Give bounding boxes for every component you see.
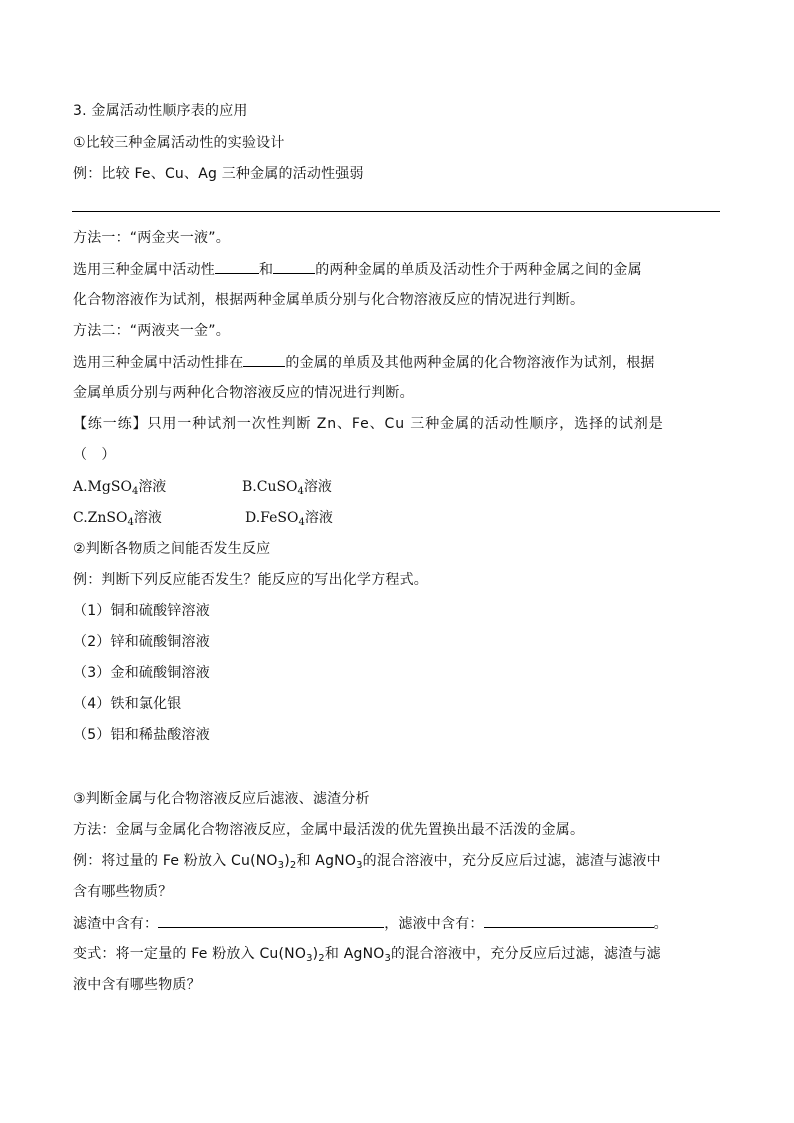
list-item: （4）铁和氯化银	[73, 696, 182, 712]
part1-heading: ①比较三种金属活动性的实验设计	[73, 135, 285, 151]
list-item: （2）锌和硫酸铜溶液	[73, 634, 210, 650]
filtrate-blank[interactable]	[484, 913, 654, 928]
variant-line1	[73, 944, 661, 964]
part2-example: 例：判断下列反应能否发生？能反应的写出化学方程式。	[73, 572, 428, 588]
method1-text-a: 选用三种金属中活动性	[73, 262, 215, 278]
option-b-suffix: 溶液	[303, 479, 332, 495]
method1-text-c: 的两种金属的单质及活动性介于两种金属之间的金属	[315, 262, 642, 278]
variant-line2: 液中含有哪些物质？	[73, 977, 201, 993]
option-a-prefix: A.MgSO	[73, 479, 132, 495]
fill-blank-3[interactable]	[243, 352, 285, 367]
section-title: 3. 金属活动性顺序表的应用	[73, 103, 248, 119]
method2-title: 方法二：“两液夹一金”。	[73, 323, 230, 339]
example-paren: )	[284, 853, 290, 869]
variant-text-c: 的混合溶液中，充分反应后过滤，滤渣与滤	[391, 946, 661, 962]
part3-heading: ③判断金属与化合物溶液反应后滤液、滤渣分析	[73, 791, 370, 807]
example-text-a: 例：将过量的 Fe 粉放入 Cu(NO	[73, 853, 278, 869]
option-a[interactable]	[73, 477, 166, 497]
variant-text-a: 变式：将一定量的 Fe 粉放入 Cu(NO	[73, 946, 307, 962]
method2-line1	[73, 352, 655, 373]
option-a-sub: 4	[131, 486, 139, 497]
option-a-suffix: 溶液	[138, 479, 167, 495]
option-c-sub: 4	[127, 517, 134, 528]
variant-sub-3: 3	[384, 953, 392, 964]
variant-sub-1: 3	[306, 953, 313, 964]
method1-text-b: 和	[259, 262, 274, 278]
example-text-b: 和 AgNO	[296, 853, 357, 869]
method2-text-b: 的金属的单质及其他两种金属的化合物溶液作为试剂，根据	[285, 355, 655, 371]
option-d-sub: 4	[298, 517, 305, 528]
fill-blank-1[interactable]	[215, 259, 259, 274]
part3-example-line2: 含有哪些物质？	[73, 884, 173, 900]
practice-question: 【练一练】只用一种试剂一次性判断 Zn、Fe、Cu 三种金属的活动性顺序，选择的试剂是	[73, 416, 664, 432]
part3-example-line1	[73, 851, 661, 871]
option-d-suffix: 溶液	[304, 510, 333, 526]
answer-line	[73, 913, 668, 934]
variant-paren: )	[312, 946, 319, 962]
option-d[interactable]	[245, 508, 333, 528]
practice-bracket: （ ）	[73, 447, 116, 463]
option-c-suffix: 溶液	[133, 510, 162, 526]
list-item: （3）金和硫酸铜溶液	[73, 665, 210, 681]
part2-heading: ②判断各物质之间能否发生反应	[73, 541, 271, 557]
answer-residue-label: 滤渣中含有：	[73, 916, 159, 932]
variant-text-b: 和 AgNO	[324, 946, 385, 962]
residue-blank[interactable]	[158, 913, 384, 928]
method1-line1	[73, 259, 642, 280]
example-sub-1: 3	[277, 860, 285, 871]
option-c[interactable]	[73, 508, 162, 528]
option-b-sub: 4	[297, 486, 304, 497]
method2-line2: 金属单质分别与两种化合物溶液反应的情况进行判断。	[73, 385, 414, 401]
method1-line2: 化合物溶液作为试剂，根据两种金属单质分别与化合物溶液反应的情况进行判断。	[73, 292, 585, 308]
option-b[interactable]	[242, 477, 332, 497]
example-text-c: 的混合溶液中，充分反应后过滤，滤渣与滤液中	[362, 853, 661, 869]
method2-text-a: 选用三种金属中活动性排在	[73, 355, 244, 371]
option-c-prefix: C.ZnSO	[73, 510, 128, 526]
option-b-prefix: B.CuSO	[242, 479, 298, 495]
method1-title: 方法一：“两金夹一液”。	[73, 230, 230, 246]
answer-filtrate-label: ，滤液中含有：	[384, 916, 484, 932]
variant-sub-2: 2	[318, 953, 325, 964]
option-d-prefix: D.FeSO	[245, 510, 299, 526]
list-item: （1）铜和硫酸锌溶液	[73, 603, 210, 619]
answer-end: 。	[653, 916, 668, 932]
example-sub-2: 2	[289, 860, 297, 871]
list-item: （5）铝和稀盐酸溶液	[73, 727, 210, 743]
example-sub-3: 3	[356, 860, 363, 871]
part3-method: 方法：金属与金属化合物溶液反应，金属中最活泼的优先置换出最不活泼的金属。	[73, 822, 585, 838]
fill-blank-2[interactable]	[273, 259, 315, 274]
divider-line	[72, 211, 720, 212]
part1-example: 例：比较 Fe、Cu、Ag 三种金属的活动性强弱	[73, 166, 364, 182]
